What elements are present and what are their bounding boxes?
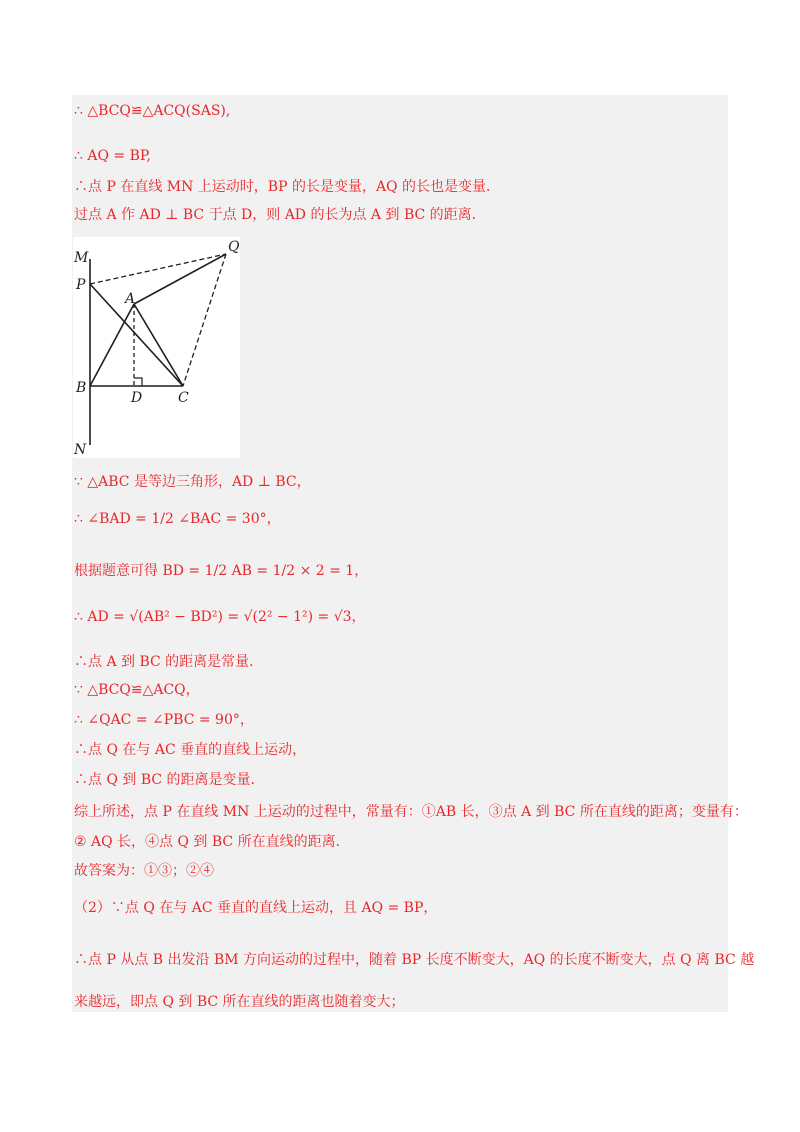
label-b: B bbox=[76, 380, 87, 396]
proof-line-1: ∴ △BCQ≌△ACQ(SAS), bbox=[74, 103, 231, 119]
proof-line-3: ∴点 P 在直线 MN 上运动时，BP 的长是变量，AQ 的长也是变量． bbox=[74, 179, 501, 195]
geometry-figure bbox=[73, 237, 240, 458]
proof-line-2: ∴ AQ = BP, bbox=[74, 148, 151, 164]
proof-line-8: ∴ AD = √(AB² − BD²) = √(2² − 1²) = √3， bbox=[74, 609, 366, 625]
label-n: N bbox=[74, 442, 87, 458]
proof-line-11: ∴ ∠QAC = ∠PBC = 90°， bbox=[74, 712, 254, 728]
proof-line-17: ∴点 P 从点 B 出发沿 BM 方向运动的过程中，随着 BP 长度不断变大，AQ 的长度不断变大，点 Q 离 BC 越 bbox=[74, 952, 755, 968]
segment-ac bbox=[134, 304, 183, 386]
proof-line-14: 综上所述，点 P 在直线 MN 上运动的过程中，常量有：①AB 长，③点 A 到 BC 所在直线的距离；变量有： bbox=[74, 804, 748, 820]
label-m: M bbox=[74, 250, 89, 266]
proof-line-5: ∵ △ABC 是等边三角形，AD ⊥ BC， bbox=[74, 474, 311, 490]
geometry-diagram bbox=[73, 237, 240, 458]
segment-ab bbox=[90, 304, 134, 386]
proof-line-9: ∴点 A 到 BC 的距离是常量． bbox=[74, 654, 264, 670]
right-angle-mark bbox=[134, 378, 142, 386]
label-q: Q bbox=[228, 239, 240, 255]
answer-line: 故答案为：①③；②④ bbox=[74, 863, 214, 879]
proof-line-15: ② AQ 长，④点 Q 到 BC 所在直线的距离． bbox=[74, 834, 350, 850]
proof-line-12: ∴点 Q 在与 AC 垂直的直线上运动， bbox=[74, 742, 307, 758]
label-a: A bbox=[125, 291, 136, 307]
segment-pc bbox=[90, 284, 183, 386]
proof-line-6: ∴ ∠BAD = 1/2 ∠BAC = 30°， bbox=[74, 511, 281, 527]
proof-line-18: 来越远，即点 Q 到 BC 所在直线的距离也随着变大； bbox=[74, 994, 405, 1010]
label-d: D bbox=[131, 390, 143, 406]
proof-line-10: ∵ △BCQ≌△ACQ， bbox=[74, 682, 200, 698]
proof-line-13: ∴点 Q 到 BC 的距离是变量． bbox=[74, 772, 265, 788]
proof-line-4: 过点 A 作 AD ⊥ BC 于点 D，则 AD 的长为点 A 到 BC 的距离． bbox=[74, 207, 486, 223]
proof-line-16: （2）∵点 Q 在与 AC 垂直的直线上运动，且 AQ = BP， bbox=[74, 900, 438, 916]
label-c: C bbox=[178, 390, 189, 406]
proof-line-7: 根据题意可得 BD = 1/2 AB = 1/2 × 2 = 1， bbox=[74, 563, 369, 579]
segment-pq bbox=[90, 254, 226, 284]
label-p: P bbox=[76, 277, 86, 293]
